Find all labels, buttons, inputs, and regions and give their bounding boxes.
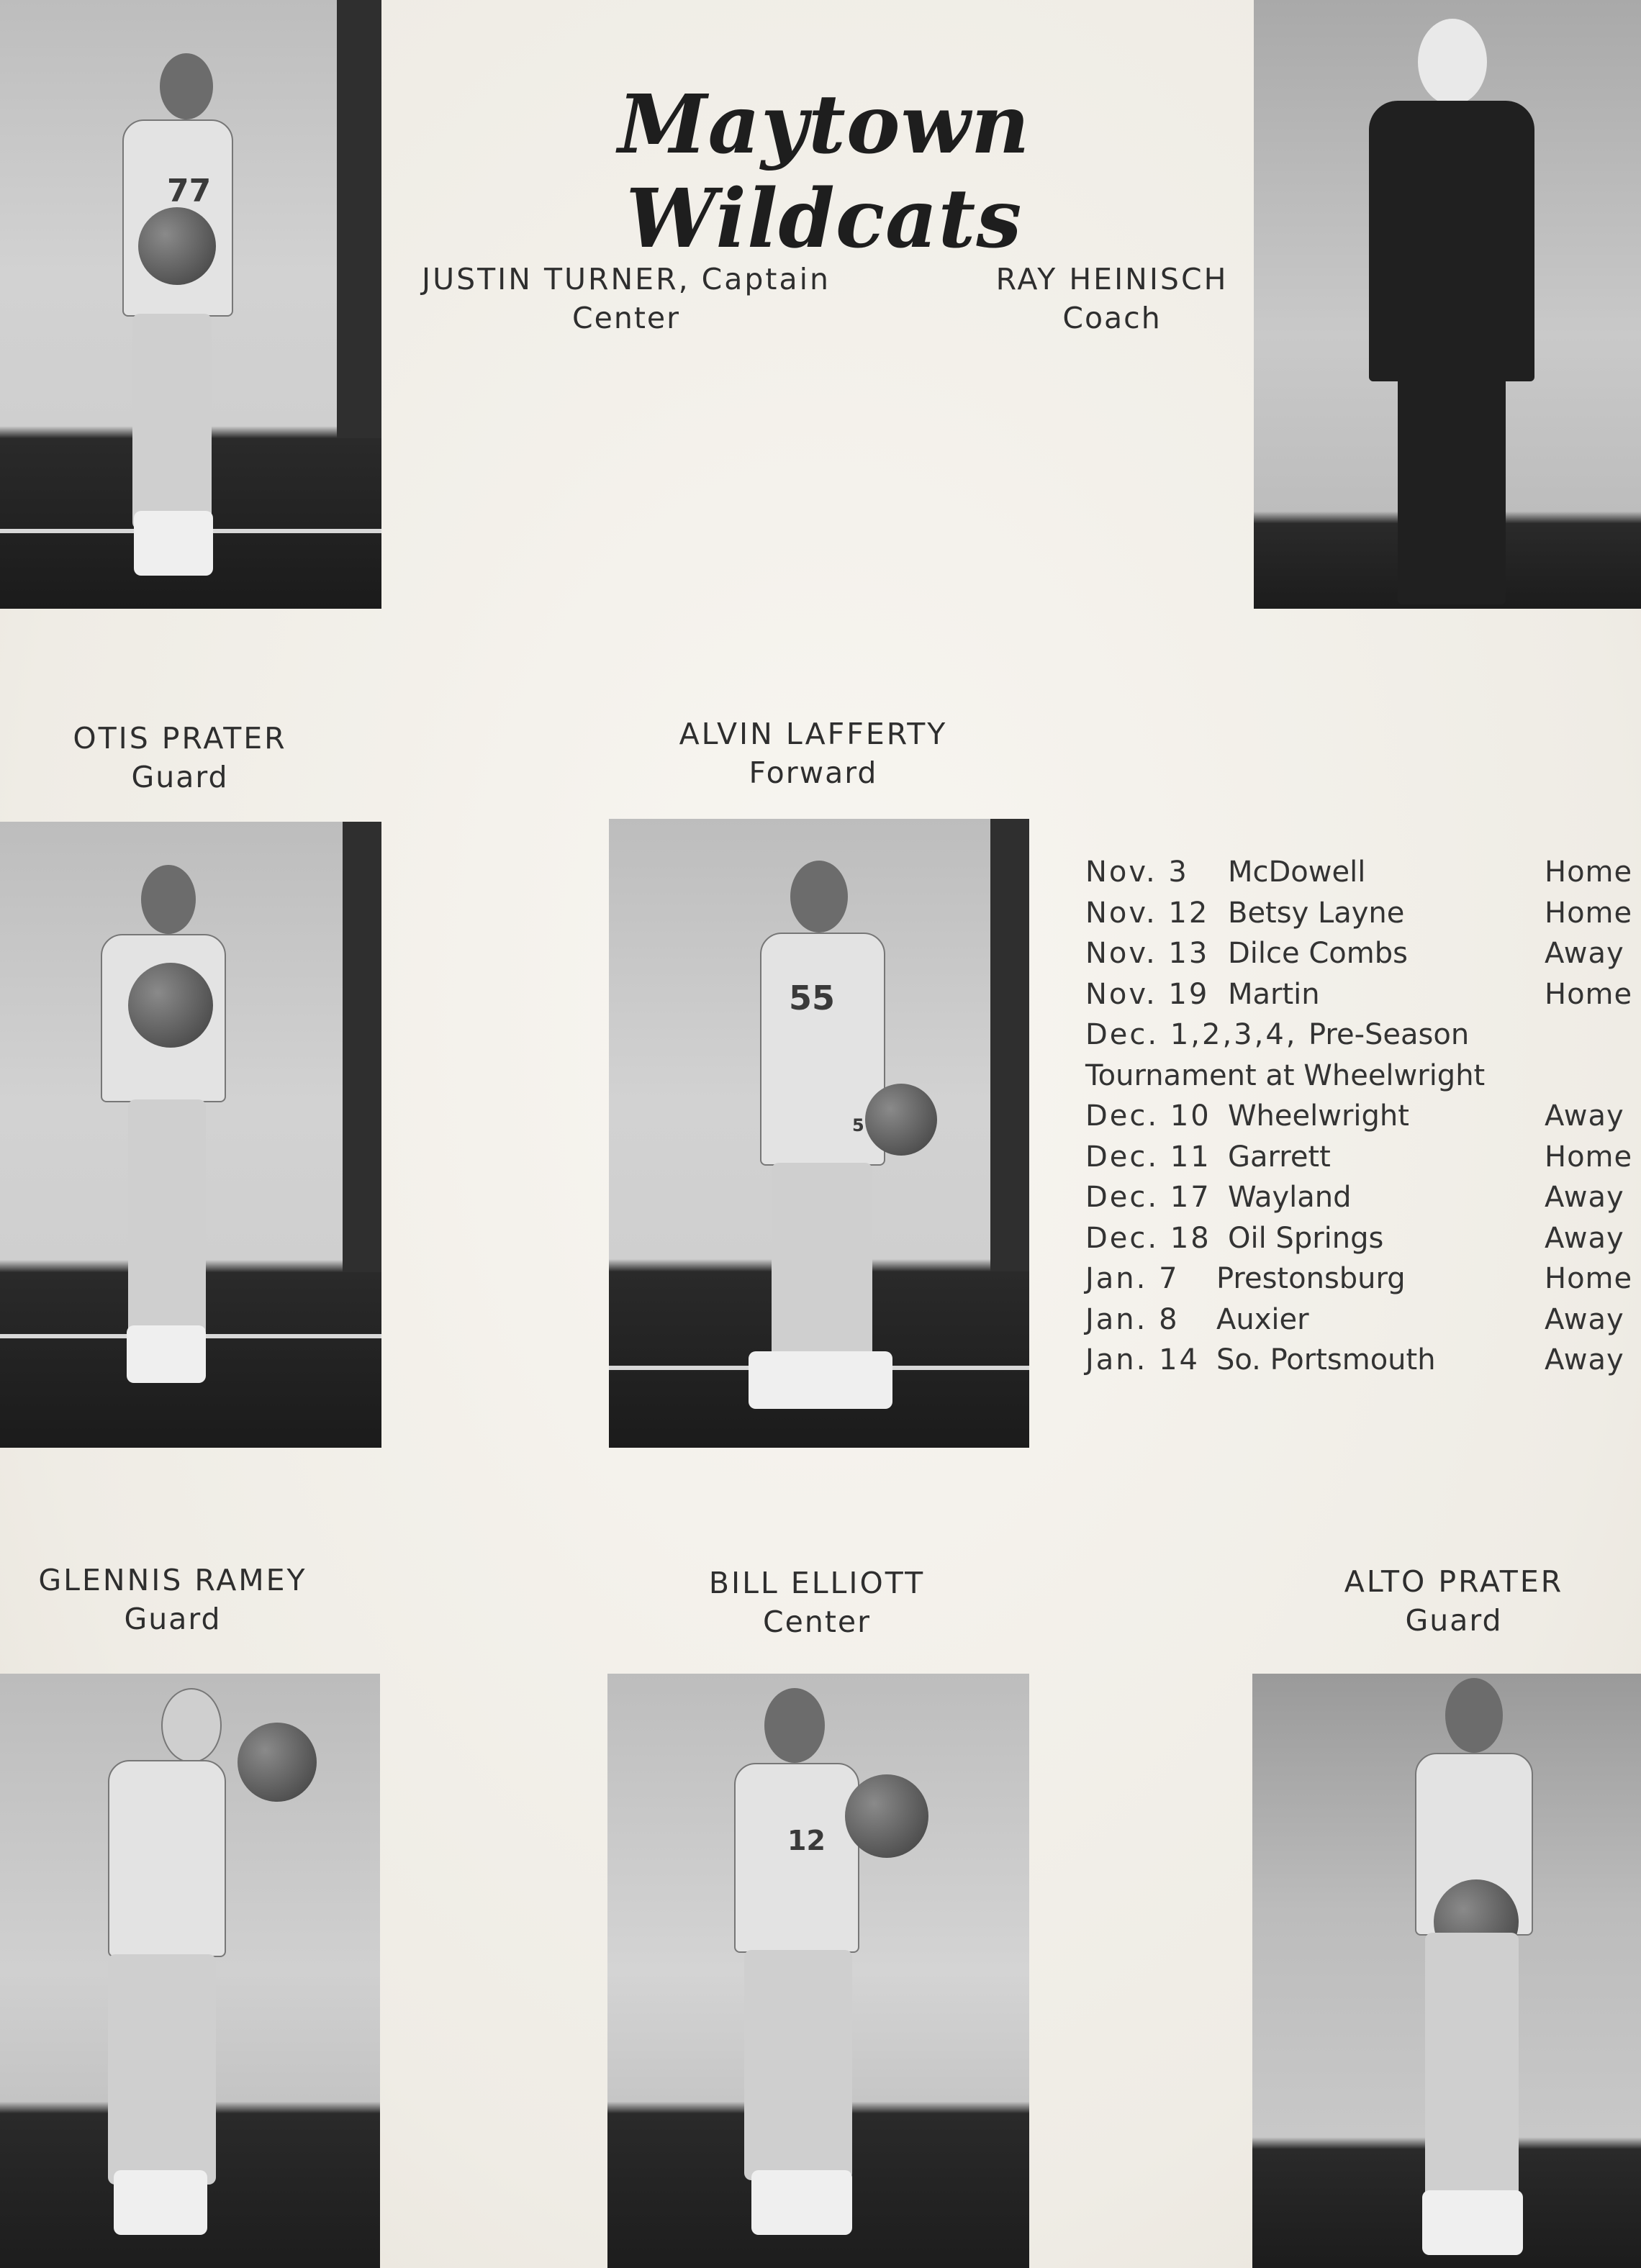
schedule-row — [1085, 1096, 1632, 1137]
schedule-date: Nov. 3 — [1085, 856, 1189, 889]
person-position: Center — [763, 1605, 871, 1639]
caption-otis-prater — [14, 721, 345, 794]
caption-bill-elliott — [648, 1566, 986, 1639]
schedule-opponent: Wayland — [1228, 1181, 1352, 1214]
caption-glennis-ramey — [0, 1563, 345, 1636]
schedule-date: Dec. 1,2,3,4, — [1085, 1018, 1298, 1051]
jersey-number: 77 — [167, 173, 212, 209]
schedule-date: Jan. 7 — [1085, 1262, 1180, 1295]
photo-glennis-ramey — [0, 1674, 380, 2268]
schedule-location: Home — [1545, 856, 1633, 889]
person-name: BILL ELLIOTT — [708, 1566, 926, 1600]
schedule-location: Away — [1545, 1302, 1624, 1336]
schedule-opponent: Betsy Layne — [1228, 896, 1405, 930]
photo-alvin-lafferty — [609, 819, 1029, 1448]
caption-alvin-lafferty — [633, 717, 993, 790]
person-position: Guard — [1405, 1603, 1503, 1638]
schedule-opponent: Tournament at Wheelwright — [1085, 1058, 1486, 1092]
schedule-row — [1085, 1299, 1632, 1341]
schedule-date: Jan. 14 — [1085, 1343, 1200, 1376]
schedule-row — [1085, 1258, 1632, 1299]
person-position: Forward — [749, 756, 878, 790]
schedule-opponent: Garrett — [1228, 1140, 1331, 1174]
jersey-number: 55 — [789, 979, 836, 1017]
schedule-location: Away — [1545, 1099, 1624, 1133]
person-name: ALTO PRATER — [1344, 1564, 1564, 1599]
person-name: ALVIN LAFFERTY — [679, 717, 948, 751]
person-name: OTIS PRATER — [73, 721, 287, 756]
schedule-location: Home — [1545, 1262, 1633, 1295]
photo-ray-heinisch — [1254, 0, 1641, 609]
schedule-row — [1085, 1056, 1632, 1097]
schedule-opponent: Dilce Combs — [1228, 937, 1408, 970]
person-name: RAY HEINISCH — [995, 262, 1229, 296]
caption-ray-heinisch — [957, 262, 1267, 335]
schedule-row — [1085, 852, 1632, 893]
schedule-opponent: Pre-Season — [1308, 1018, 1470, 1051]
schedule-location: Away — [1545, 1221, 1624, 1255]
game-schedule — [1085, 852, 1632, 1381]
schedule-opponent: Oil Springs — [1228, 1221, 1384, 1255]
person-position: Coach — [1062, 301, 1162, 335]
schedule-opponent: Martin — [1228, 977, 1320, 1011]
schedule-date: Dec. 17 — [1085, 1181, 1211, 1214]
schedule-row — [1085, 893, 1632, 934]
schedule-opponent: So. Portsmouth — [1216, 1343, 1436, 1376]
schedule-opponent: Prestonsburg — [1216, 1262, 1406, 1295]
person-position: Center — [572, 301, 680, 335]
person-position: Guard — [131, 760, 229, 794]
schedule-row — [1085, 1340, 1632, 1381]
schedule-location: Home — [1545, 1140, 1633, 1174]
caption-alto-prater — [1288, 1564, 1619, 1638]
photo-alto-prater — [1252, 1674, 1641, 2268]
schedule-location: Away — [1545, 1343, 1624, 1376]
schedule-opponent: McDowell — [1228, 856, 1366, 889]
schedule-date: Dec. 11 — [1085, 1140, 1211, 1174]
schedule-date: Dec. 18 — [1085, 1221, 1211, 1255]
schedule-row — [1085, 1015, 1632, 1056]
schedule-location: Away — [1545, 937, 1624, 970]
caption-justin-turner — [403, 262, 849, 335]
schedule-location: Away — [1545, 1181, 1624, 1214]
schedule-location: Home — [1545, 896, 1633, 930]
schedule-date: Jan. 8 — [1085, 1302, 1180, 1336]
page-title: Maytown Wildcats — [618, 78, 1031, 266]
schedule-row — [1085, 974, 1632, 1015]
schedule-row — [1085, 1218, 1632, 1259]
schedule-opponent: Auxier — [1216, 1302, 1309, 1336]
person-position: Guard — [124, 1602, 222, 1636]
schedule-opponent: Wheelwright — [1228, 1099, 1409, 1133]
photo-bill-elliott — [607, 1674, 1029, 2268]
photo-justin-turner — [0, 0, 381, 609]
schedule-row — [1085, 1177, 1632, 1218]
photo-otis-prater — [0, 822, 381, 1448]
shorts-number: 5 — [852, 1115, 864, 1135]
schedule-row — [1085, 933, 1632, 974]
schedule-date: Nov. 19 — [1085, 977, 1210, 1011]
schedule-location: Home — [1545, 977, 1633, 1011]
person-name: JUSTIN TURNER, Captain — [422, 262, 831, 296]
schedule-date: Dec. 10 — [1085, 1099, 1211, 1133]
schedule-row — [1085, 1137, 1632, 1178]
jersey-number: 12 — [787, 1825, 826, 1856]
schedule-date: Nov. 12 — [1085, 896, 1210, 930]
schedule-date: Nov. 13 — [1085, 937, 1210, 970]
person-name: GLENNIS RAMEY — [38, 1563, 307, 1597]
